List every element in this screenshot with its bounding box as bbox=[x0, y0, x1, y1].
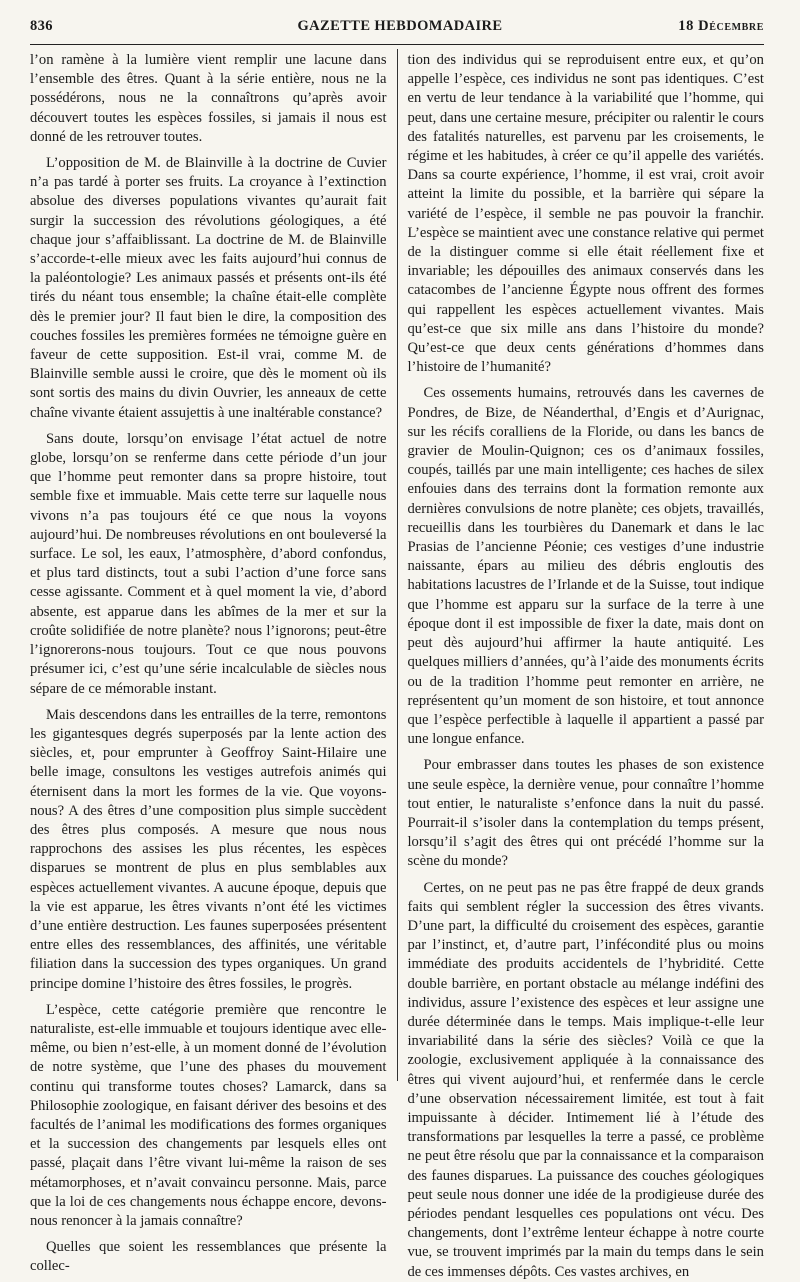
paragraph: Quelles que soient les ressemblances que présente la collec- bbox=[30, 1239, 387, 1275]
paragraph: Sans doute, lorsqu’on envisage l’état actuel de notre globe, lorsqu’on se renferme dans cette période d’un jour que l’homme peut remonter dans sa propre histoire, tout semble fixe et immuable. Mais cette terre sur laquelle nous vivons n’a pas toujours été ce que nous la voyons aujourd’hui. De nombreuses révolutions en ont bouleversé la surface. Le sol, les eaux, l’atmosphère, d’abord confondus, et plus tard distincts, tout a subi l’action d’une force sans cesse agissante. Comment et à quel moment la vie, d’abord absente, est apparue dans les abîmes de la mer et sur la croûte solidifiée de notre planète? nous l’ignorons; peut-être l’ignorerons-nous toujours. Tout ce que nous pouvons présumer ici, c’est qu’une série incalculable de siècles nous sépare de ce mémorable instant. bbox=[30, 430, 387, 697]
column-divider bbox=[397, 49, 398, 1081]
text-columns bbox=[30, 51, 764, 1280]
journal-title: GAZETTE HEBDOMADAIRE bbox=[297, 18, 503, 34]
right-column bbox=[407, 51, 764, 1280]
paragraph: Mais descendons dans les entrailles de la terre, remontons les gigantesques degrés superposés par la lente action des siècles, et, pour emprunter à Geoffroy Saint-Hilaire une belle image, consultons les vestiges autrefois animés qui éternisent dans la mort les formes de la vie. Que voyons-nous? A des êtres d’une composition plus simple succèdent des êtres plus composés. A mesure que nous nous rapprochons des assises les plus récentes, les espèces disparues se montrent de plus en plus semblables aux espèces actuellement vivantes. A aucune époque, depuis que la vie est apparue, les êtres vivants n’ont été les victimes d’une entière destruction. Les faunes superposées présentent entre elles des ressemblances, des affinités, une véritable filiation dans la succession des types organiques. Un grand principe domine l’histoire des êtres fossiles, le progrès. bbox=[30, 706, 387, 992]
paragraph: l’on ramène à la lumière vient remplir une lacune dans l’ensemble des êtres. Quant à la série entière, nous ne la possédérons, nous ne la connaîtrons qu’après avoir découvert toutes les espèces fossiles, si jamais il nous est donné de les retrouver toutes. bbox=[30, 52, 387, 145]
page-number: 836 bbox=[30, 18, 53, 34]
paragraph: Ces ossements humains, retrouvés dans les cavernes de Pondres, de Bize, de Néanderthal, d’Engis et d’Aurignac, sur les récifs coralliens de la Floride, ou dans les bancs de gravier de Moulin-Quignon; ces os d’animaux fossiles, coupés, taillés par une main intelligente; ces haches de silex enfouies dans des terrains dont la formation remonte aux dernières convulsions de notre planète; ces objets, travaillés, recueillis dans les tourbières du Danemark et dans le lac Prasias de l’ancienne Péonie; ces vestiges d’une industrie naissante, épars au milieu des débris engloutis des habitations lacustres de l’Irlande et de la Suisse, tout indique que l’homme est apparu sur la surface de la terre à une époque dont il est impossible de fixer la date, mais dont on peut dès aujourd’hui affirmer la haute antiquité. Les quelques milliers d’années, qu’à l’aide des monuments écrits ou de la tradition l’homme peut remonter en arrière, ne représentent qu’un moment de son histoire, et tout annonce que l’espèce perfectible à laquelle il appartient a passé par une longue enfance. bbox=[407, 385, 764, 748]
issue-date: 18 Décembre bbox=[678, 18, 764, 34]
paragraph: Pour embrasser dans toutes les phases de son existence une seule espèce, la dernière venue, pour connaître l’homme tout entier, le naturaliste s’enfonce dans la nuit du passé. Pourrait-il s’isoler dans la contemplation du temps présent, lorsqu’il s’agit des êtres qui ont précédé l’homme sur la scène du monde? bbox=[407, 757, 764, 870]
page-header bbox=[30, 18, 764, 45]
paragraph: L’espèce, cette catégorie première que rencontre le naturaliste, est-elle immuable et toujours identique avec elle-même, ou bien n’est-elle, à un moment donné de l’évolution de notre système, que l’une des phases du mouvement continu qui transforme toutes choses? Lamarck, dans sa Philosophie zoologique, en faisant dériver des besoins et des facultés de l’animal les modifications des formes organiques et la succession des changements par lesquels elles ont passé, plaçait dans l’être vivant lui-même la raison de ses métamorphoses, et n’avait convaincu personne. Mais, parce que la loi de ces changements nous échappe encore, devons-nous renoncer à la jamais connaître? bbox=[30, 1001, 387, 1229]
paragraph: Certes, on ne peut pas ne pas être frappé de deux grands faits qui semblent régler la succession des êtres vivants. D’une part, la difficulté du croisement des espèces, garantie par l’instinct, et, d’autre part, l’infécondité plus ou moins immédiate des produits accidentels de l’hybridité. Cette double barrière, en portant obstacle au mélange indéfini des individus, assure l’existence des espèces et leur assigne une durée déterminée dans le temps. Mais implique-t-elle leur invariabilité dans la série des siècles? Voilà ce que la zoologie, exclusivement appliquée à la connaissance des êtres qui vivent aujourd’hui, et renfermée dans le cercle d’une observation nécessairement limitée, est tout à fait impuissante à décider. Intimement lié à l’étude des transformations par lesquelles la terre a passé, ce problème ne peut être résolu que par la connaissance et la comparaison des faunes disparues. La puissance des couches géologiques peut seule nous donner une idée de la prodigieuse durée des périodes pendant lesquelles ces populations ont vécu. Des changements, dont l’extrême lenteur échappe à notre courte vue, se trouvent imprimés par la main du temps dans le sein de ces immenses dépôts. Ces vastes archives, en bbox=[407, 879, 764, 1280]
paragraph: tion des individus qui se reproduisent entre eux, et qu’on appelle l’espèce, ces individus ne sont pas identiques. C’est en vertu de leur tendance à la variabilité que l’homme, qui peut, dans une certaine mesure, précipiter ou ralentir le cours des fatalités naturelles, est parvenu par les croisements, le régime et les habitudes, à créer ce qu’il appelle des variétés. Dans sa courte expérience, l’homme, il est vrai, croit avoir atteint la limite du possible, et la barrière qui sépare la variété de l’espèce, il semble ne pas pouvoir la franchir. L’espèce se maintient avec une constance relative qui permet de la distinguer comme si elle était réellement fixe et invariable; les dépouilles des animaux conservés dans les catacombes de l’ancienne Égypte nous offrent des formes qui rappellent les espèces actuellement vivantes. Mais qu’est-ce que six mille ans dans l’histoire du monde? Qu’est-ce que deux cents générations d’hommes dans l’histoire de l’humanité? bbox=[407, 52, 764, 376]
left-column bbox=[30, 51, 387, 1275]
paragraph: L’opposition de M. de Blainville à la doctrine de Cuvier n’a pas tardé à porter ses fruits. La croyance à l’extinction absolue des diverses populations vivantes qu’aurait fait surgir la succession des révolutions géologiques, a été chaque jour s’affaiblissant. La doctrine de M. de Blainville s’accorde-t-elle mieux avec les faits aujourd’hui connus de la paléontologie? Les animaux passés et présents ont-ils été tirés du néant tous ensemble; la chaîne était-elle complète dès le premier jour? Il faut bien le dire, la composition des couches fossiles les premières formées ne témoigne guère en faveur de cette supposition. Est-il vrai, comme M. de Blainville semble aussi le croire, que dès le moment où ils sont sortis des mains du divin Ouvrier, les anneaux de cette chaîne vivante étaient assujettis à une inaltérable constance? bbox=[30, 155, 387, 421]
